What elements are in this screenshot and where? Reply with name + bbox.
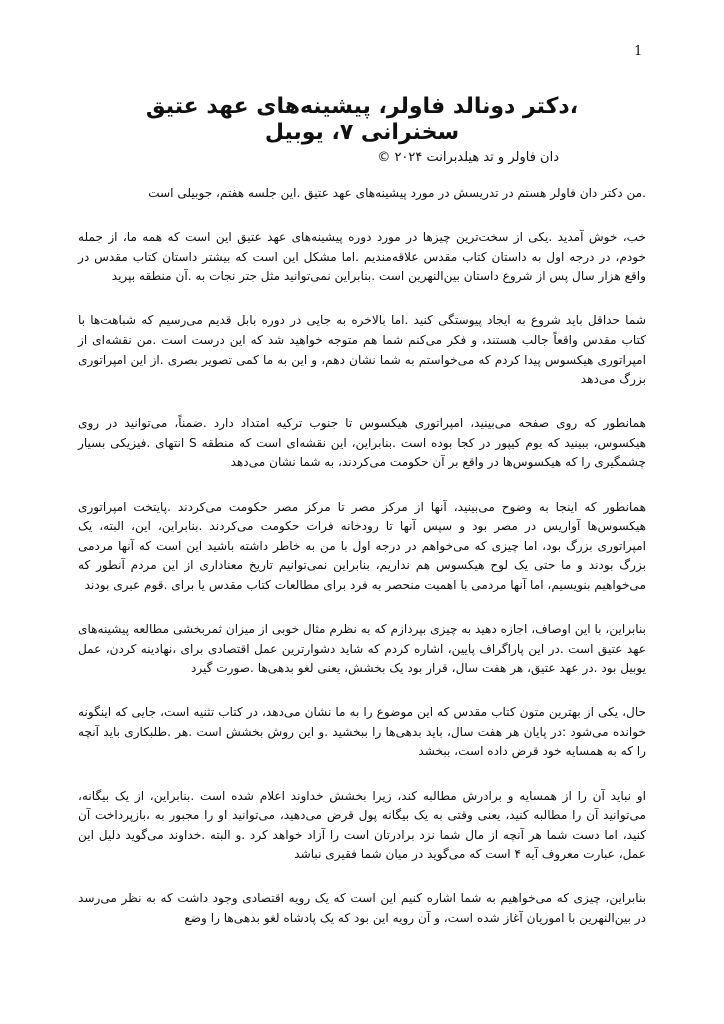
document-title-line-1: ،دکتر دونالد فاولر، پیشینه‌های عهد عتیق <box>145 94 579 119</box>
paragraph-continuity: شما حداقل باید شروع به ایجاد پیوستگی کنید .اما بالاخره به جایی در دوره بابل قدیم می‌رسیم که شباهت‌ها با کتاب مقدس واقعاً جالب هستند، و فکر می‌کنم شما هم متوجه خواهید شد که این درست است .من نقشه‌ای از امپراتوری هیکسوس پیدا کردم که می‌خواستم به شما نشان دهم، و این به ما کمی تصویر بصری .از این امپراتوری بزرگ می‌دهد <box>78 313 646 387</box>
page-number: 1 <box>634 44 643 59</box>
paragraph-welcome: خب، خوش آمدید .یکی از سخت‌ترین چیزها در مورد دوره پیشینه‌های عهد عتیق این است که همه ما، از جمله خودم، در درجه اول به داستان کتاب مقدس علاقه‌مندیم .اما مشکل این است که بیشتر داستان کتاب مقدس در واقع هزار سال پس از شروع داستان بین‌النهرین است .بنابراین نمی‌توانید مثل جتر نجات به .آن منطقه بپرید <box>78 230 646 284</box>
author-copyright-line: دان فاولر و تد هیلدبرانت ۲۰۲۴ © <box>377 150 559 165</box>
document-header <box>60 94 664 166</box>
paragraph-jubilee-intro: بنابراین، با این اوصاف، اجازه دهید به چیزی بپردازم که به نظرم مثال خوبی از میزان ثمربخشی مطالعه پیشینه‌های عهد عتیق است .در این پاراگراف پایین، اشاره کردم که شاید دشوارترین عمل اقتصادی برای ،نهادینه کردن، عمل یوبیل بود .در عهد عتیق، هر هفت سال، قرار بود یک بخشش، یعنی لغو بدهی‌ها .صورت گیرد <box>78 622 646 676</box>
document-title-line-2: سخنرانی ۷، یوبیل <box>264 120 460 145</box>
paragraph-deuteronomy: حال، یکی از بهترین متون کتاب مقدس که این موضوع را به ما نشان می‌دهد، در کتاب تثنیه است، جایی که اینگونه خوانده می‌شود :در پایان هر هفت سال، باید بدهی‌ها را ببخشید .و این روش بخشش است .هر .طلبکاری باید آنچه را که به همسایه خود قرض داده است، ببخشد <box>78 705 646 759</box>
paragraph-hyksos-empire: همانطور که اینجا به وضوح می‌بینید، آنها از مرکز مصر تا مرکز مصر حکومت می‌کردند .پایتخت امپراتوری هیکسوس‌ها آواریس در مصر بود و سپس آنها تا رودخانه فرات حکومت می‌کردند .بنابراین، این، البته، یک امپراتوری بزرگ بود، اما چیزی که می‌خواهم در درجه اول با من به خاطر داشته باشید این است که آنها مردمی بزرگ بودند و ما حتی یک لوح هیکسوس هم نداریم، بنابراین نمی‌توانیم تاریخ معناداری از این مردم آنطور که می‌خواهیم بنویسیم، اما آنها مردمی با اهمیت منحصر به فرد برای مطالعات کتاب مقدس یا برای .قوم عبری بودند <box>78 499 646 592</box>
paragraph-hyksos-map: همانطور که روی صفحه می‌بینید، امپراتوری هیکسوس تا جنوب ترکیه امتداد دارد .ضمناً، می‌توانید در روی هیکسوس، ببینید که یوم کیپور در کجا بوده است .بنابراین، این نقشه‌ای است که منطقه S انتهای .فیزیکی بسیار چشمگیری را که هیکسوس‌ها در واقع بر آن حکومت می‌کردند، به شما نشان می‌دهد <box>78 416 646 470</box>
paragraph-intro: .من دکتر دان فاولر هستم در تدریسش در مورد پیشینه‌های عهد عتیق .این جلسه هفتم، جوبیلی است <box>148 186 646 200</box>
document-body <box>78 184 646 953</box>
paragraph-economic-practice: بنابراین، چیزی که می‌خواهیم به شما اشاره کنیم این است که یک رویه اقتصادی وجود داشت که به نظر می‌رسد در بین‌النهرین با اموریان آغاز شده است، و آن رویه این بود که یک پادشاه لغو بدهی‌ها را وضع <box>78 891 646 926</box>
paragraph-foreigner: او نباید آن را از همسایه و برادرش مطالبه کند، زیرا بخشش خداوند اعلام شده است .بنابراین، از یک بیگانه، می‌توانید آن را مطالبه کنید، یعنی وقتی به یک بیگانه پول قرض می‌دهید، می‌توانید او را مجبور به ،بازپرداخت آن کنید، اما دست شما هر آنچه از مال شما نزد برادرتان است را آزاد خواهد کرد .و البته .خداوند می‌گوید دلیل این عمل، عبارت معروف آیه ۴ است که می‌گوید در میان شما فقیری نباشد <box>78 788 646 862</box>
